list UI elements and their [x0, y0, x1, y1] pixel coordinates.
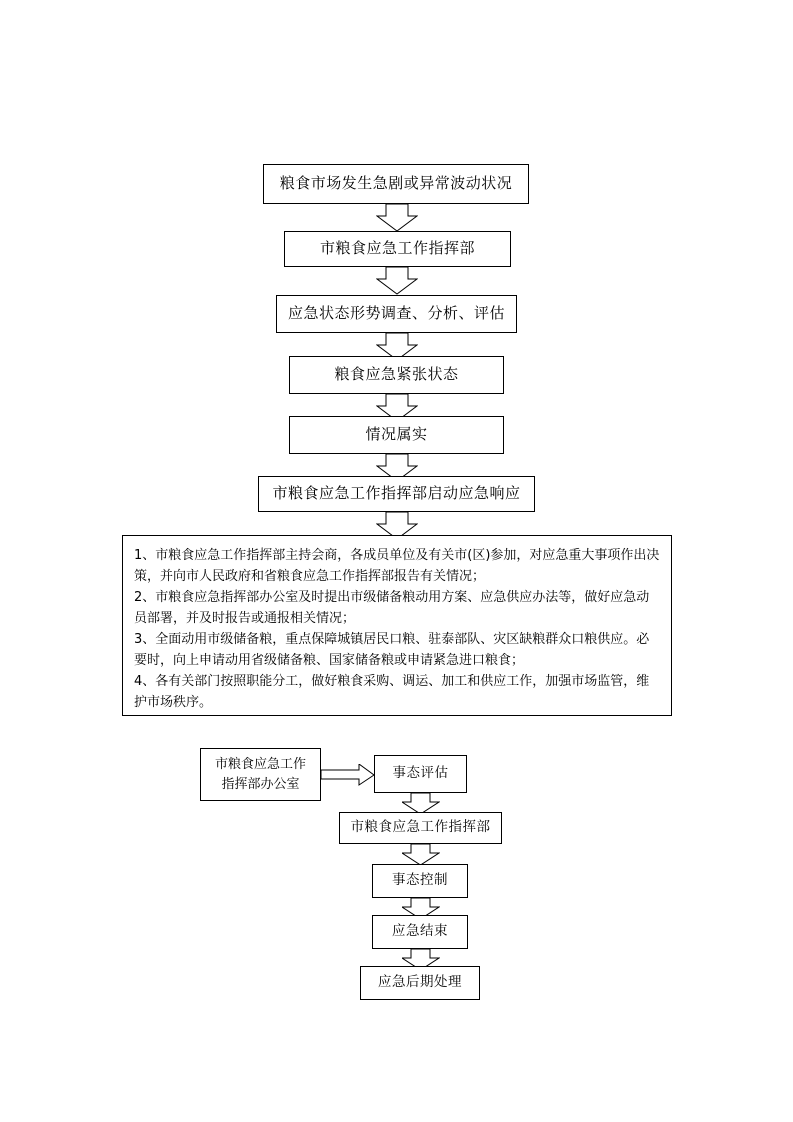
flow-node-situation-assessment — [276, 295, 517, 333]
flow-node-label: 应急状态形势调查、分析、评估 — [287, 304, 505, 323]
measure-item-2: 2、市粮食应急指挥部办公室及时提出市级储备粮动用方案、应急供应办法等，做好应急动员部署，并及时报告或通报相关情况； — [134, 590, 650, 627]
arrow-down-8 — [402, 844, 440, 866]
measure-item-3: 3、全面动用市级储备粮，重点保障城镇居民口粮、驻泰部队、灾区缺粮群众口粮供应。必要时，向上申请动用省级储备粮、国家储备粮或申请紧急进口粮食； — [134, 632, 650, 669]
flow-node-label: 粮食市场发生急剧或异常波动状况 — [279, 174, 513, 193]
measure-item-1: 1、市粮食应急工作指挥部主持会商，各成员单位及有关市(区)参加，对应急重大事项作出决策，并向市人民政府和省粮食应急工作指挥部报告有关情况； — [134, 548, 660, 585]
arrow-down-1 — [376, 204, 418, 232]
flow-node-label: 事态评估 — [392, 765, 449, 782]
measure-item-4: 4、各有关部门按照职能分工，做好粮食采购、调运、加工和供应工作，加强市场监管，维护市场秩序。 — [134, 674, 650, 711]
flow-node-label: 事态控制 — [392, 872, 448, 889]
flow-node-situation-control — [372, 864, 468, 898]
flow-node-market-fluctuation — [263, 164, 529, 204]
flow-node-emergency-tension-state — [289, 356, 504, 394]
flow-node-label: 粮食应急紧张状态 — [334, 365, 459, 384]
flow-node-command-center-1 — [284, 231, 511, 267]
office-label-line-1: 市粮食应急工作 — [214, 757, 306, 772]
office-box-command-center-office — [200, 748, 321, 801]
flow-node-label: 情况属实 — [365, 425, 428, 444]
flow-node-situation-evaluation — [374, 755, 467, 793]
flow-node-start-emergency-response — [258, 476, 535, 512]
flow-node-situation-confirmed — [289, 416, 504, 454]
office-label-line-2: 指挥部办公室 — [221, 776, 300, 792]
arrow-down-2 — [376, 267, 418, 295]
flow-node-label: 市粮食应急工作指挥部启动应急响应 — [272, 484, 521, 503]
flow-node-label: 市粮食应急工作指挥部 — [350, 819, 491, 836]
flow-node-label: 应急结束 — [392, 923, 448, 940]
flow-node-label: 市粮食应急工作指挥部 — [319, 239, 475, 258]
flow-node-post-emergency-handling — [360, 966, 480, 1000]
measures-box — [122, 535, 672, 716]
flow-node-emergency-end — [372, 915, 468, 949]
flow-node-command-center-2 — [339, 812, 502, 844]
arrow-right-office-to-assessment — [321, 764, 375, 786]
flow-node-label: 应急后期处理 — [378, 974, 462, 991]
